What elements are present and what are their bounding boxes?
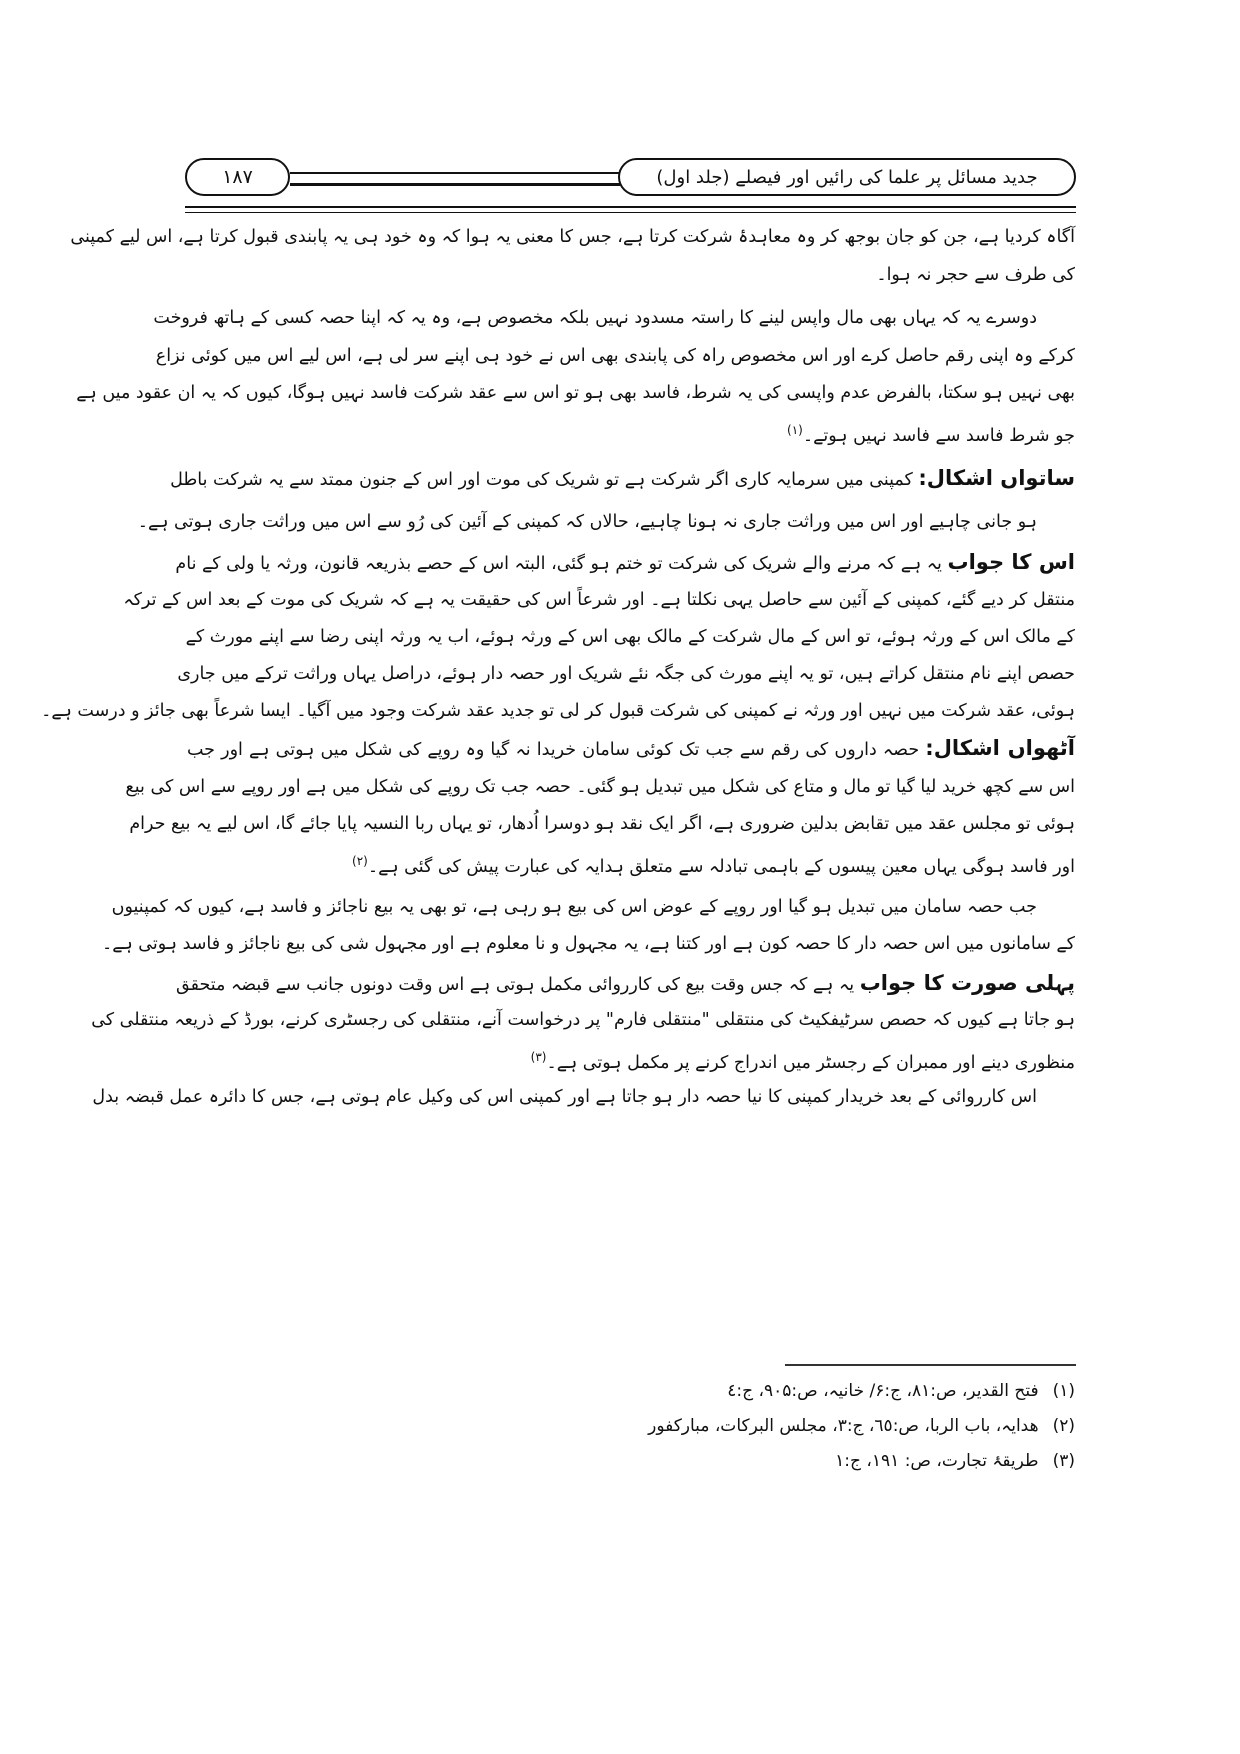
text-line — [91, 1005, 1075, 1035]
text-line — [123, 585, 1075, 615]
text-line — [111, 892, 1037, 922]
line-text: یہ ہے کہ جس وقت بیع کی کارروائی مکمل ہوتی ہے اس وقت دونوں جانب سے قبضہ متحقق — [176, 975, 860, 995]
text-line — [187, 846, 1075, 882]
line-text: اس کارروائی کے بعد خریدار کمپنی کا نیا حصہ دار ہو جاتا ہے اور کمپنی اس کی وکیل عام ہوتی ہے، جس کا دائرہ عمل قبضہ بدل — [92, 1087, 1037, 1107]
footnote — [648, 1415, 1075, 1436]
footnote-number: (۲) — [1052, 1416, 1075, 1436]
line-text: ہو جاتا ہے کیوں کہ حصص سرٹیفکیٹ کی منتقلی "منتقلی فارم" پر درخواست آنے، منتقلی کی رجسٹری کرنے، بورڈ کے ذریعہ منتقلی کی — [91, 1010, 1075, 1030]
line-text: اس سے کچھ خرید لیا گیا تو مال و متاع کی شکل میں تبدیل ہو گئی۔ حصہ جب تک روپے کی شکل میں ہے اور روپے سے اس کی بیع — [125, 777, 1075, 797]
line-text: منظوری دینے اور ممبران کے رجسٹر میں اندراج کرنے پر مکمل ہوتی ہے۔ — [546, 1052, 1075, 1073]
section-heading: پہلی صورت کا جواب — [859, 971, 1075, 995]
text-line — [92, 1082, 1037, 1112]
header-double-line — [290, 172, 620, 186]
text-line — [187, 415, 1075, 451]
text-line — [153, 303, 1037, 333]
line-text: ہوئی تو مجلس عقد میں تقابض بدلین ضروری ہے، اگر ایک نقد ہو دوسرا اُدھار، تو یہاں ربا النسیہ پایا جائے گا، اس لیے یہ بیع حرام — [129, 814, 1075, 834]
line-text: کے سامانوں میں اس حصہ دار کا حصہ کون ہے اور کتنا ہے، یہ مجہول و نا معلوم ہے اور مجہول شی کی بیع ناجائز و فاسد ہوتی ہے۔ — [101, 934, 1075, 954]
text-line — [187, 1042, 1075, 1078]
text-line — [170, 463, 1075, 495]
text-line — [155, 341, 1075, 371]
text-line — [41, 696, 1075, 726]
line-text: منتقل کر دیے گئے، کمپنی کے آئین سے حاصل یہی نکلتا ہے۔ اور شرعاً اس کی حقیقت یہ ہے کہ شریک کی موت کے بعد اس کے ترکہ — [123, 590, 1075, 610]
text-line — [187, 260, 1075, 290]
line-text: جو شرط فاسد سے فاسد نہیں ہوتے۔ — [802, 425, 1075, 446]
header-rule — [185, 206, 1076, 213]
line-text: اور فاسد ہوگی یہاں معین پیسوں کے باہمی تبادلہ سے متعلق ہدایہ کی عبارت پیش کی گئی ہے۔ — [367, 856, 1075, 877]
text-line — [187, 622, 1075, 652]
footnote-text: ھدایہ، باب الربا، ص:٦٥، ج:۳، مجلس البرکات، مبارکفور — [648, 1416, 1039, 1436]
line-text: ہوئی، عقد شرکت میں نہیں اور ورثہ نے کمپنی کی شرکت قبول کر لی تو جدید عقد شرکت وجود میں آگیا۔ ایسا شرعاً بھی جائز و درست ہے۔ — [41, 701, 1075, 721]
line-text: دوسرے یہ کہ یہاں بھی مال واپس لینے کا راستہ مسدود نہیں بلکہ مخصوص ہے، وہ یہ کہ اپنا حصہ کسی کے ہاتھ فروخت — [153, 308, 1037, 328]
line-text: حصہ داروں کی رقم سے جب تک کوئی سامان خریدا نہ گیا وہ روپے کی شکل میں ہوتی ہے اور جب — [187, 740, 926, 760]
footnote-number: (۳) — [1052, 1451, 1075, 1471]
text-line — [175, 547, 1075, 579]
text-line — [76, 378, 1075, 408]
line-text: کمپنی میں سرمایہ کاری اگر شرکت ہے تو شریک کی موت اور اس کے جنون ممتد سے یہ شرکت باطل — [170, 470, 919, 490]
line-text: ہو جانی چاہیے اور اس میں وراثت جاری نہ ہونا چاہیے، حالاں کہ کمپنی کے آئین کی رُو سے اس میں وراثت جاری ہوتی ہے۔ — [137, 512, 1037, 532]
footnote-rule — [785, 1364, 1076, 1366]
text-line — [177, 659, 1075, 689]
footnote — [727, 1380, 1075, 1401]
line-text: کرکے وہ اپنی رقم حاصل کرے اور اس مخصوص راہ کی پابندی بھی اس نے خود ہی اپنے سر لی ہے، اس لیے اس میں کوئی نزاع — [155, 346, 1075, 366]
text-line — [101, 929, 1075, 959]
line-text: کی طرف سے حجر نہ ہوا۔ — [876, 265, 1075, 285]
section-heading: اس کا جواب — [947, 550, 1075, 574]
text-line — [129, 809, 1075, 839]
footnote-ref[interactable]: (۳) — [530, 1050, 547, 1064]
footnote-ref[interactable]: (۲) — [352, 854, 368, 868]
section-heading: ساتواں اشکال: — [918, 466, 1075, 490]
text-line — [187, 733, 1075, 765]
text-line — [176, 968, 1075, 1000]
line-text: حصص اپنے نام منتقل کراتے ہیں، تو یہ اپنے مورث کی جگہ نئے شریک اور حصہ دار ہوئے، دراصل یہاں وراثت ترکے میں جاری — [177, 664, 1075, 684]
footnote — [835, 1450, 1075, 1471]
footnote-text: فتح القدیر، ص:۸۱، ج:۶/ خانیہ، ص:۹۰۵، ج:٤ — [727, 1381, 1039, 1401]
line-text: بھی نہیں ہو سکتا، بالفرض عدم واپسی کی یہ شرط، فاسد بھی ہو تو اس سے عقد شرکت فاسد نہیں ہوگا، کیوں کہ یہ ان عقود میں ہے — [76, 383, 1075, 403]
footnote-number: (۱) — [1052, 1381, 1075, 1401]
text-line — [137, 507, 1037, 537]
line-text: یہ ہے کہ مرنے والے شریک کی شرکت تو ختم ہو گئی، البتہ اس کے حصے بذریعہ قانون، ورثہ یا ولی کے نام — [175, 554, 948, 574]
line-text: جب حصہ سامان میں تبدیل ہو گیا اور روپے کے عوض اس کی بیع ہو رہی ہے، تو بھی یہ بیع ناجائز و فاسد ہے، کیوں کہ کمپنیوں — [111, 897, 1037, 917]
text-line — [125, 772, 1075, 802]
section-heading: آٹھواں اشکال: — [925, 736, 1075, 760]
line-text: کے مالک اس کے ورثہ ہوئے، تو اس کے مال شرکت کے مالک بھی اس کے ورثہ ہوئے، اب یہ ورثہ اپنی رضا سے اپنے مورث کے — [185, 627, 1075, 647]
book-title: جدید مسائل پر علما کی رائیں اور فیصلے (جلد اول) — [618, 158, 1076, 196]
line-text: آگاہ کردیا ہے، جن کو جان بوجھ کر وہ معاہدۂ شرکت کرتا ہے، جس کا معنی یہ ہوا کہ وہ خود ہی یہ پابندی قبول کرتا ہے، اس لیے کمپنی — [70, 227, 1075, 247]
text-line — [70, 222, 1075, 252]
page-number: ۱۸۷ — [185, 158, 290, 196]
footnote-ref[interactable]: (۱) — [787, 423, 803, 437]
footnote-text: طریقۂ تجارت، ص: ۱۹۱، ج:۱ — [835, 1451, 1039, 1471]
